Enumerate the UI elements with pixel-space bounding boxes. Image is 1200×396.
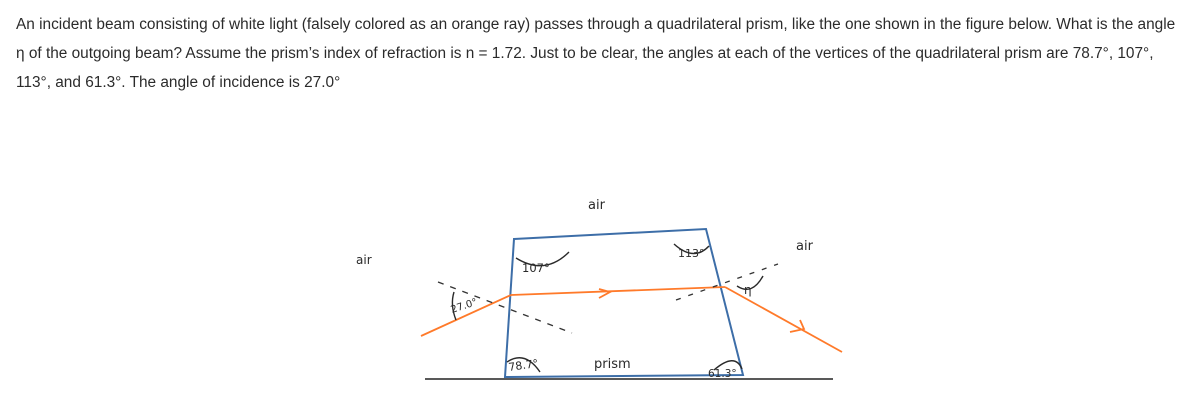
ray-arrowhead xyxy=(599,289,610,298)
refracted-ray xyxy=(511,287,725,295)
label-angle-78-7: 78.7° xyxy=(507,356,540,374)
label-air-left: air xyxy=(356,253,372,267)
label-eta: η xyxy=(744,283,752,297)
label-prism: prism xyxy=(594,357,631,372)
label-air-right: air xyxy=(796,239,813,254)
label-angle-107: 107° xyxy=(522,261,550,275)
label-air-top: air xyxy=(588,198,605,213)
normal-right xyxy=(676,264,778,300)
prism-outline xyxy=(505,229,743,377)
label-angle-61-3: 61.3° xyxy=(708,368,737,380)
outgoing-ray xyxy=(725,287,842,352)
label-angle-113: 113° xyxy=(678,247,705,260)
label-angle-incidence: 27.0° xyxy=(449,296,479,316)
question-text: An incident beam consisting of white light (falsely colored as an orange ray) passes through a quadrilateral prism, like the one shown in the figure below. What is the angle η of the outgoing beam? Assume the prism’s index of refraction is n = 1.72. Just to be clear, the angles at each of the vertices of the quadrilateral prism are 78.7°, 107°, 113°, and 61.3°. The angle of incidence is 27.0° xyxy=(16,16,1176,91)
